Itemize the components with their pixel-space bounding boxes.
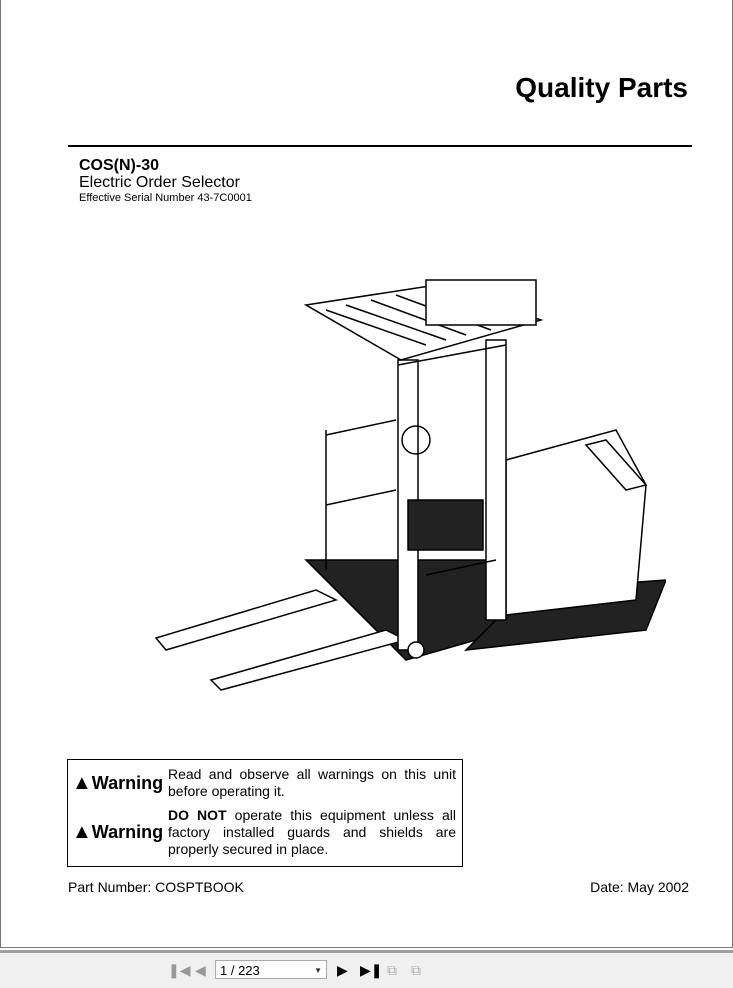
page-number-input[interactable] — [215, 960, 327, 979]
warning-item — [72, 766, 456, 800]
page-indicator: 1 / 223 — [220, 963, 260, 978]
warning-label: Warning — [91, 772, 164, 793]
next-page-icon[interactable]: ▶ — [337, 962, 348, 978]
chevron-down-icon[interactable]: ▼ — [314, 966, 322, 975]
warning-text: Read and observe all warnings on this unit before operating it. — [168, 766, 456, 799]
publication-date: Date: May 2002 — [590, 879, 689, 895]
warning-triangle-icon: ▲ — [72, 771, 92, 794]
page-view-icon[interactable]: ⧉ — [411, 962, 421, 978]
serial-number: Effective Serial Number 43-7C0001 — [79, 192, 252, 204]
warning-emphasis: DO NOT — [168, 807, 227, 823]
divider — [68, 145, 692, 147]
page-title: Quality Parts — [515, 72, 688, 103]
product-name: Electric Order Selector — [79, 174, 240, 191]
model-number: COS(N)-30 — [79, 157, 160, 174]
warning-triangle-icon: ▲ — [72, 821, 92, 843]
pdf-navigation-toolbar — [0, 950, 733, 988]
order-selector-illustration — [146, 270, 666, 700]
warning-text: operate this equipment unless all factory installed guards and shields are properly secured in place. — [168, 807, 456, 857]
warning-box — [67, 759, 463, 867]
last-page-icon[interactable]: ▶❚ — [360, 962, 383, 978]
rotate-page-icon[interactable]: ⧉ — [387, 962, 397, 978]
previous-page-icon[interactable]: ◀ — [195, 962, 206, 978]
part-number: Part Number: COSPTBOOK — [68, 879, 244, 895]
warning-item — [72, 807, 456, 858]
first-page-icon[interactable]: ❚◀ — [168, 962, 191, 978]
warning-label: Warning — [91, 822, 164, 842]
